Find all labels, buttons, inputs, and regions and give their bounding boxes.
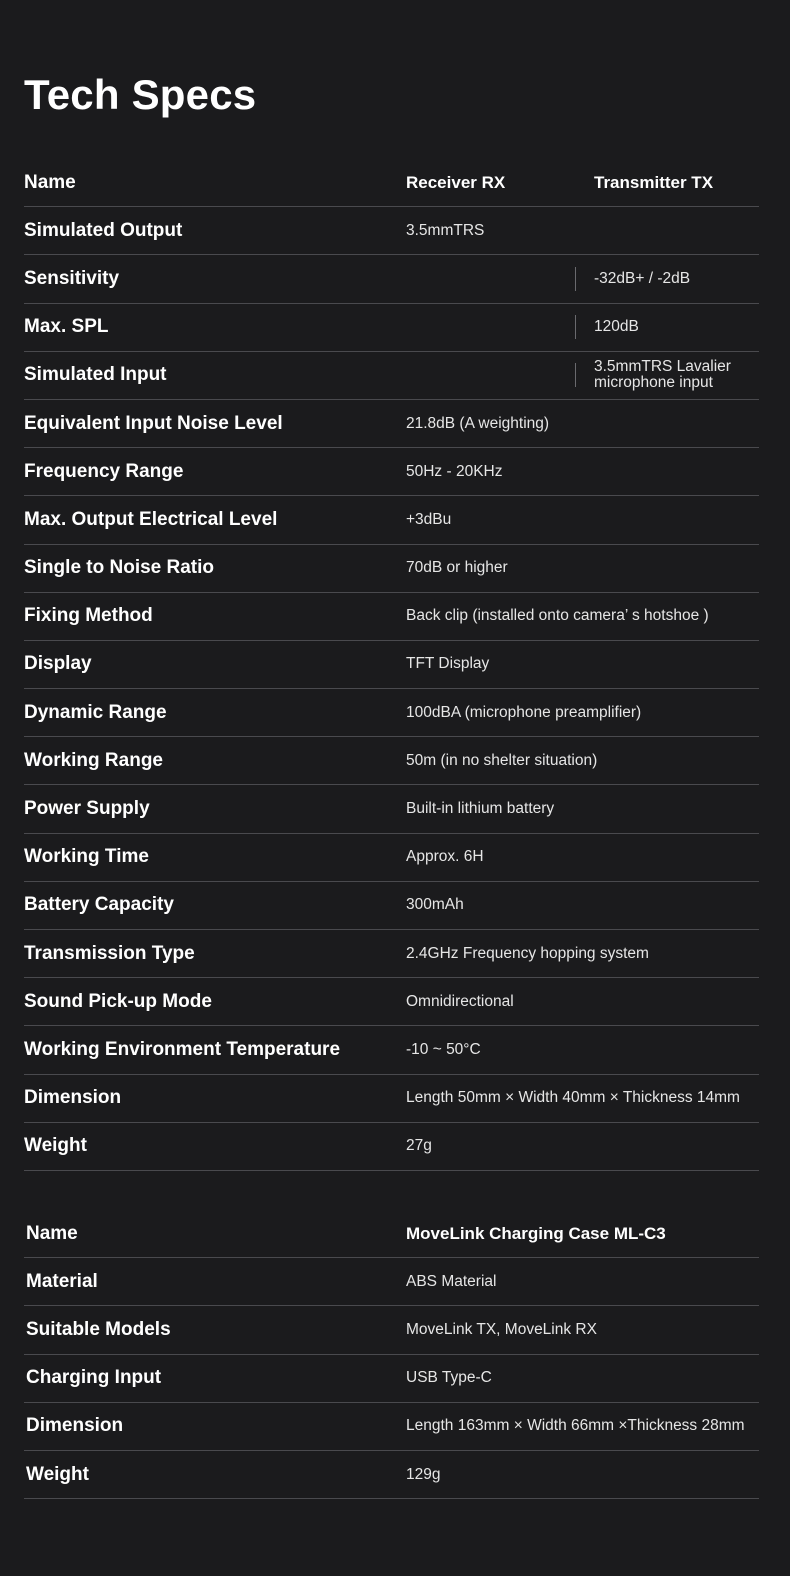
- table-row: [24, 641, 759, 689]
- spec-label: Power Supply: [24, 798, 150, 820]
- spec-label: Dynamic Range: [24, 701, 167, 723]
- spec-value: Omnidirectional: [406, 992, 514, 1010]
- table-row: [24, 255, 759, 303]
- table-row: [24, 1355, 759, 1403]
- spec-value: 50Hz - 20KHz: [406, 462, 503, 480]
- table-row: [24, 978, 759, 1026]
- table-row: [24, 930, 759, 978]
- table-header-row: [24, 1210, 759, 1258]
- table-row: [24, 1123, 759, 1171]
- header-receiver-label: Receiver RX: [406, 172, 506, 192]
- spec-value: +3dBu: [406, 510, 452, 528]
- spec-value: 2.4GHz Frequency hopping system: [406, 944, 649, 962]
- spec-label: Transmission Type: [24, 942, 195, 964]
- spec-label: Suitable Models: [26, 1318, 171, 1340]
- spec-value: ABS Material: [406, 1272, 497, 1290]
- spec-tx-value: 120dB: [594, 318, 639, 336]
- spec-label: Battery Capacity: [24, 894, 174, 916]
- table-row: [24, 689, 759, 737]
- spec-label: Weight: [26, 1463, 89, 1485]
- spec-label: Fixing Method: [24, 605, 153, 627]
- spec-value: 3.5mmTRS: [406, 221, 485, 239]
- spec-label: Max. Output Electrical Level: [24, 508, 278, 530]
- spec-label: Sound Pick-up Mode: [24, 990, 212, 1012]
- header-name-label: Name: [26, 1222, 78, 1244]
- spec-value: 27g: [406, 1137, 432, 1155]
- main-specs-table: [24, 159, 759, 1171]
- header-transmitter-label: Transmitter TX: [594, 172, 714, 192]
- spec-value: Length 163mm × Width 66mm ×Thickness 28mm: [406, 1417, 745, 1435]
- spec-label: Max. SPL: [24, 316, 109, 338]
- spec-value: 129g: [406, 1465, 441, 1483]
- table-row: [24, 207, 759, 255]
- spec-label: Dimension: [24, 1087, 122, 1109]
- spec-value: 50m (in no shelter situation): [406, 751, 598, 769]
- table-row: [24, 1306, 759, 1354]
- spec-label: Single to Noise Ratio: [24, 557, 215, 579]
- spec-label: Frequency Range: [24, 460, 184, 482]
- table-row: [24, 882, 759, 930]
- spec-label: Charging Input: [26, 1367, 162, 1389]
- spec-label: Material: [26, 1270, 98, 1292]
- table-row: [24, 545, 759, 593]
- spec-value: -10 ~ 50°C: [406, 1040, 481, 1058]
- table-row: [24, 1258, 759, 1306]
- column-divider: [575, 363, 576, 387]
- header-name-label: Name: [24, 171, 76, 193]
- spec-value: 70dB or higher: [406, 559, 508, 577]
- table-row: [24, 304, 759, 352]
- spec-label: Display: [24, 653, 92, 675]
- spec-tx-value: -32dB+ / -2dB: [594, 269, 691, 287]
- header-product-label: MoveLink Charging Case ML-C3: [406, 1223, 666, 1243]
- table-row: [24, 448, 759, 496]
- spec-label: Simulated Input: [24, 364, 167, 386]
- spec-label: Simulated Output: [24, 219, 183, 241]
- table-row: [24, 737, 759, 785]
- table-row: [24, 1075, 759, 1123]
- table-row: [24, 593, 759, 641]
- spec-value: Approx. 6H: [406, 848, 484, 866]
- table-header-row: [24, 159, 759, 207]
- spec-value: Back clip (installed onto camera’ s hotshoe ): [406, 607, 709, 625]
- spec-label: Dimension: [26, 1415, 124, 1437]
- spec-value: 21.8dB (A weighting): [406, 414, 550, 432]
- table-row: [24, 834, 759, 882]
- table-row: [24, 1403, 759, 1451]
- column-divider: [575, 267, 576, 291]
- table-row: [24, 352, 759, 400]
- spec-label: Working Time: [24, 846, 149, 868]
- spec-label: Sensitivity: [24, 267, 120, 289]
- spec-label: Equivalent Input Noise Level: [24, 412, 283, 434]
- spec-label: Weight: [24, 1135, 87, 1157]
- spec-value: Length 50mm × Width 40mm × Thickness 14mm: [406, 1089, 740, 1107]
- spec-value: USB Type-C: [406, 1369, 492, 1387]
- spec-value: 100dBA (microphone preamplifier): [406, 703, 642, 721]
- table-row: [24, 496, 759, 544]
- spec-value: MoveLink TX, MoveLink RX: [406, 1320, 597, 1338]
- table-row: [24, 1451, 759, 1499]
- table-row: [24, 400, 759, 448]
- table-row: [24, 1026, 759, 1074]
- spec-label: Working Environment Temperature: [24, 1038, 341, 1060]
- spec-value: 300mAh: [406, 896, 464, 914]
- spec-value: TFT Display: [406, 655, 490, 673]
- spec-value: Built-in lithium battery: [406, 800, 555, 818]
- page-title: Tech Specs: [24, 71, 257, 118]
- charging-case-specs-table: [24, 1210, 759, 1499]
- table-row: [24, 785, 759, 833]
- spec-label: Working Range: [24, 749, 163, 771]
- column-divider: [575, 315, 576, 339]
- spec-tx-value: 3.5mmTRS Lavalier microphone input: [594, 358, 731, 392]
